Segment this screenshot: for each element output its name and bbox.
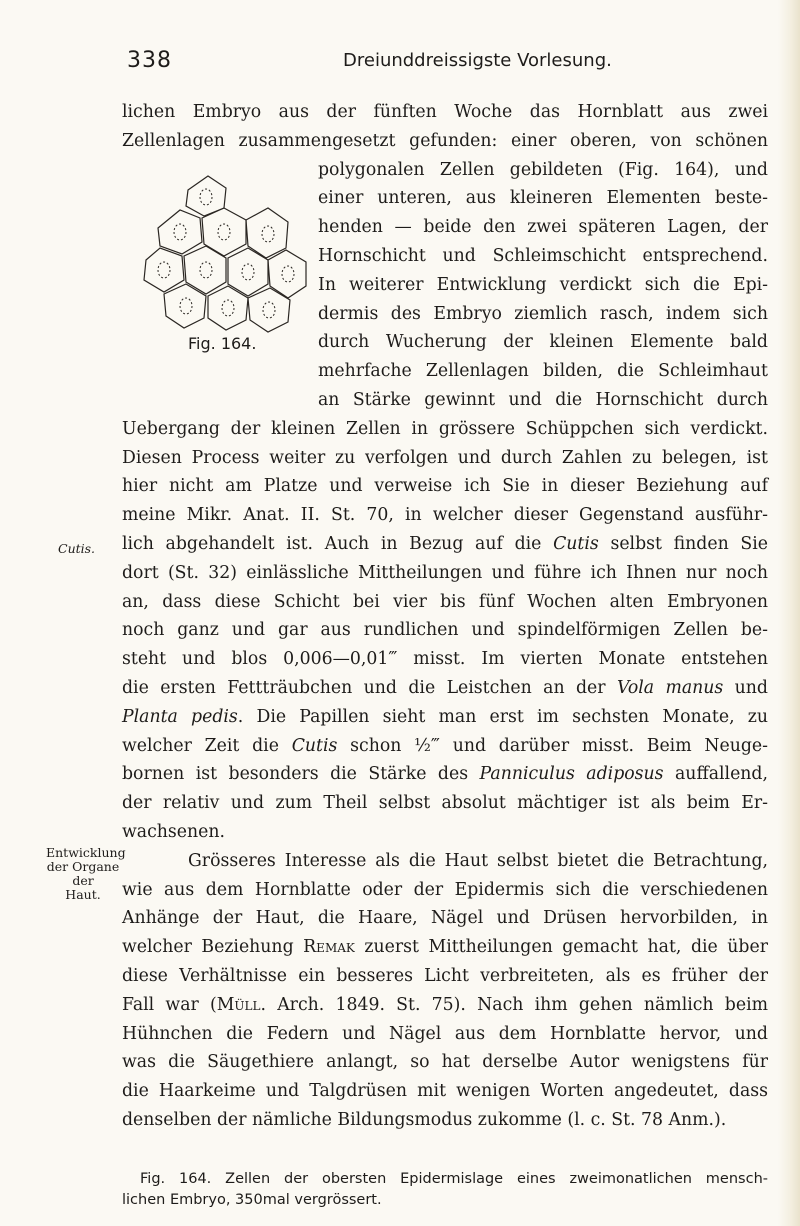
text-line: Hornschicht und Schleimschicht entsprechend. [318, 245, 768, 266]
author-name: Remak [303, 937, 355, 958]
text-run: schon ½‴ und darüber misst. Beim Neuge- [337, 735, 768, 756]
figure-label: Fig. 164. [188, 334, 257, 353]
text-line: mehrfache Zellenlagen bilden, die Schleimhaut [318, 361, 768, 382]
text-line: Uebergang der kleinen Zellen in grössere Schüppchen sich verdickt. [122, 418, 768, 439]
text-line: dort (St. 32) einlässliche Mittheilungen und führe ich Ihnen nur noch [122, 562, 768, 583]
page-number: 338 [127, 48, 172, 73]
paragraph-2 [122, 847, 768, 1135]
figure-caption [122, 1169, 768, 1211]
text-line: diese Verhältnisse ein besseres Licht verbreiteten, als es früher der [122, 965, 768, 986]
text-line: Diesen Process weiter zu verfolgen und durch Zahlen zu belegen, ist [122, 447, 768, 468]
margin-note-line: der Organe der [46, 859, 120, 888]
text-line: durch Wucherung der kleinen Elemente bald [318, 332, 768, 353]
text-line [122, 732, 768, 761]
author-name: Müll [216, 994, 261, 1015]
text-line: hier nicht am Platze und verweise ich Sie in dieser Beziehung auf [122, 476, 768, 497]
text-run: . Die Papillen sieht man erst im sechsten Monate, zu [237, 706, 768, 727]
margin-note-line: Entwicklung [46, 845, 126, 860]
text-line: einer unteren, aus kleineren Elementen beste- [318, 188, 768, 209]
text-line [122, 703, 768, 732]
italic-term: Cutis [291, 735, 338, 756]
italic-term: Cutis [553, 533, 599, 554]
body-text [122, 98, 768, 1135]
text-line: Hühnchen die Federn und Nägel aus dem Hornblatte hervor, und [122, 1023, 768, 1044]
text-run: welcher Zeit die [122, 735, 292, 756]
text-line: steht und blos 0,006—0,01‴ misst. Im vierten Monate entstehen [122, 649, 768, 670]
text-run: Fall war ( [122, 994, 217, 1015]
running-title: Dreiunddreissigste Vorlesung. [343, 50, 612, 71]
text-line: In weiterer Entwicklung verdickt sich die Epi- [318, 274, 768, 295]
text-line: lichen Embryo aus der fünften Woche das Hornblatt aus zwei [122, 102, 768, 122]
text-line: polygonalen Zellen gebildeten (Fig. 164), und [318, 159, 768, 180]
text-line [122, 933, 768, 962]
text-run: auffallend, [663, 764, 768, 785]
text-line: was die Säugethiere anlangt, so hat derselbe Autor wenigstens für [122, 1052, 768, 1073]
text-line [122, 530, 768, 559]
text-run: die ersten Fettträubchen und die Leistchen an der [122, 677, 617, 698]
text-line [122, 674, 768, 703]
text-line: der relativ und zum Theil selbst absolut mächtiger ist als beim Er- [122, 793, 768, 814]
text-run: selbst finden Sie [598, 533, 768, 554]
text-line: henden — beide den zwei späteren Lagen, der [318, 217, 768, 238]
text-line: denselben der nämliche Bildungsmodus zukomme (l. c. St. 78 Anm.). [122, 1109, 727, 1130]
text-line [122, 760, 768, 789]
text-line: noch ganz und gar aus rundlichen und spindelförmigen Zellen be- [122, 620, 768, 641]
text-run: . Arch. 1849. St. 75). Nach ihm gehen nämlich beim [260, 994, 768, 1015]
paragraph-1 [122, 98, 768, 847]
page-edge [778, 0, 800, 1226]
text-run: bornen ist besonders die Stärke des [122, 764, 480, 785]
italic-term: Vola manus [616, 677, 724, 698]
text-line: die Haarkeime und Talgdrüsen mit wenigen Worten angedeutet, dass [122, 1081, 768, 1102]
text-run: welcher Beziehung [122, 937, 304, 958]
text-line: wie aus dem Hornblatte oder der Epidermis sich die verschiedenen [122, 879, 768, 900]
margin-note-cutis [58, 542, 95, 556]
margin-note-entwicklung [46, 845, 126, 902]
text-line: Zellenlagen zusammengesetzt gefunden: einer oberen, von schönen [122, 130, 768, 151]
margin-note-line: Haut. [65, 887, 101, 902]
italic-term: Planta pedis [122, 706, 238, 727]
margin-note-cutis-text: Cutis. [58, 541, 96, 556]
text-line: meine Mikr. Anat. II. St. 70, in welcher dieser Gegenstand ausführ- [122, 505, 768, 526]
text-line: Grösseres Interesse als die Haut selbst bietet die Betrachtung, [188, 850, 768, 871]
text-line: an Stärke gewinnt und die Hornschicht durch [318, 389, 768, 410]
text-run: und [723, 677, 768, 698]
text-line: an, dass diese Schicht bei vier bis fünf Wochen alten Embryonen [122, 591, 768, 612]
page-header [0, 44, 800, 84]
caption-line: Fig. 164. Zellen der obersten Epidermislage eines zweimonatlichen mensch- [140, 1171, 768, 1187]
text-line [122, 991, 768, 1020]
text-line: wachsenen. [122, 821, 225, 842]
text-run: lich abgehandelt ist. Auch in Bezug auf die [122, 533, 554, 554]
caption-line: lichen Embryo, 350mal vergrössert. [122, 1192, 382, 1208]
italic-term: Panniculus adiposus [479, 764, 664, 785]
text-line: Anhänge der Haut, die Haare, Nägel und Drüsen hervorbilden, in [122, 908, 768, 929]
text-line: dermis des Embryo ziemlich rasch, indem sich [318, 303, 768, 324]
text-run: zuerst Mittheilungen gemacht hat, die über [354, 937, 768, 958]
